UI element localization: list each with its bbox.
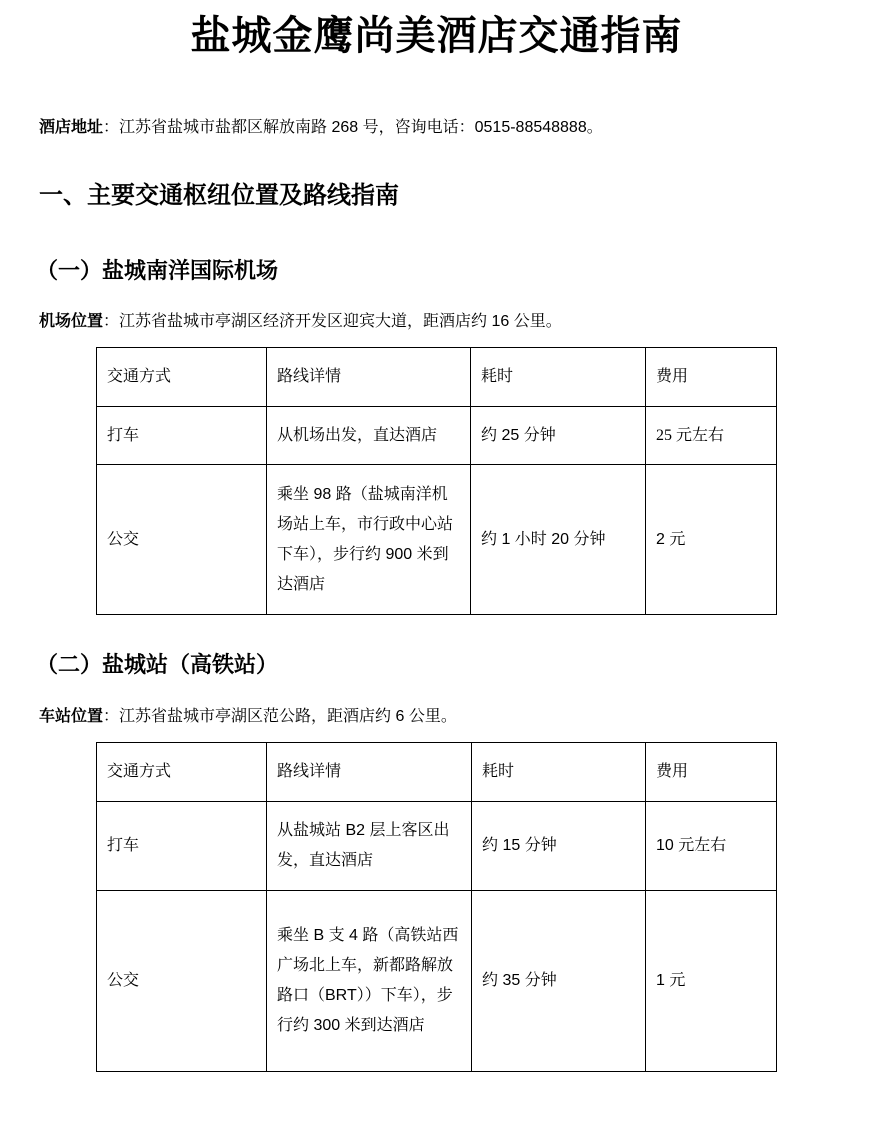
- header-cell-duration: 耗时: [471, 348, 646, 407]
- cell-cost: 10 元左右: [646, 802, 777, 891]
- section-heading-transport-hubs: 一、主要交通枢纽位置及路线指南: [39, 182, 399, 209]
- cell-cost: 25 元左右: [646, 407, 777, 465]
- cell-cost: 1 元: [646, 891, 777, 1072]
- header-cell-duration: 耗时: [472, 743, 646, 802]
- table-row: [97, 465, 777, 615]
- table-header-row: [97, 743, 777, 802]
- table-row: [97, 802, 777, 891]
- cell-mode: 打车: [97, 802, 267, 891]
- station-location-label: 车站位置: [39, 708, 104, 725]
- cell-mode: 公交: [97, 465, 267, 615]
- header-cell-route: 路线详情: [267, 743, 472, 802]
- station-location-paragraph: [39, 706, 457, 728]
- hotel-address-text: 江苏省盐城市盐都区解放南路 268 号，咨询电话：0515-88548888。: [119, 119, 603, 136]
- subsection-heading-airport: （一）盐城南洋国际机场: [36, 258, 279, 283]
- airport-location-text: 江苏省盐城市亭湖区经济开发区迎宾大道，距酒店约 16 公里。: [119, 313, 562, 330]
- header-cell-cost: 费用: [646, 743, 777, 802]
- cell-duration: 约 15 分钟: [472, 802, 646, 891]
- cell-duration: 约 1 小时 20 分钟: [471, 465, 646, 615]
- header-cell-mode: 交通方式: [97, 743, 267, 802]
- cell-route: 从机场出发，直达酒店: [267, 407, 471, 465]
- header-cell-cost: 费用: [646, 348, 777, 407]
- hotel-address-label: 酒店地址: [39, 119, 104, 136]
- cell-duration: 约 35 分钟: [472, 891, 646, 1072]
- hotel-address-paragraph: [39, 117, 603, 139]
- cell-mode: 打车: [97, 407, 267, 465]
- cell-route: 从盐城站 B2 层上客区出发，直达酒店: [267, 802, 472, 891]
- airport-location-separator: ：: [103, 313, 120, 330]
- table-row: [97, 891, 777, 1072]
- cell-cost: 2 元: [646, 465, 777, 615]
- subsection-heading-railway-station: （二）盐城站（高铁站）: [36, 652, 279, 677]
- station-location-text: 江苏省盐城市亭湖区范公路，距酒店约 6 公里。: [119, 708, 457, 725]
- station-transport-table: [96, 742, 777, 1072]
- document-title: 盐城金鹰尚美酒店交通指南: [190, 14, 683, 58]
- table-header-row: [97, 348, 777, 407]
- airport-transport-table: [96, 347, 777, 615]
- header-cell-route: 路线详情: [267, 348, 471, 407]
- header-cell-mode: 交通方式: [97, 348, 267, 407]
- cell-mode: 公交: [97, 891, 267, 1072]
- hotel-address-separator: ：: [103, 119, 120, 136]
- cell-duration: 约 25 分钟: [471, 407, 646, 465]
- cell-route: 乘坐 B 支 4 路（高铁站西广场北上车，新都路解放路口（BRT））下车），步行约 300 米到达酒店: [267, 891, 472, 1072]
- cell-route: 乘坐 98 路（盐城南洋机场站上车，市行政中心站下车），步行约 900 米到达酒店: [267, 465, 471, 615]
- table-row: [97, 407, 777, 465]
- airport-location-label: 机场位置: [39, 313, 104, 330]
- airport-location-paragraph: [39, 311, 562, 333]
- station-location-separator: ：: [103, 708, 120, 725]
